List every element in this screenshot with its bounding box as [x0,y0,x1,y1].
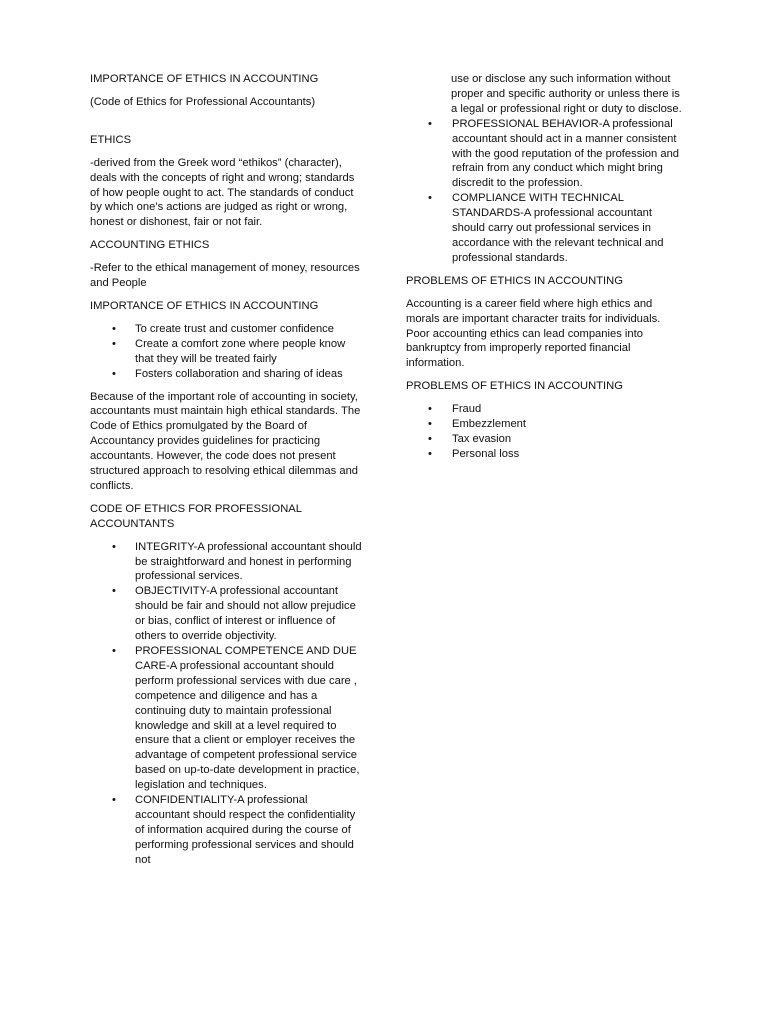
list-item: • Personal loss [406,447,682,462]
list-item: • Tax evasion [406,432,682,447]
list-item: • Embezzlement [406,417,682,432]
list-item: • Create a comfort zone where people know that they will be treated fairly [90,337,365,367]
code-heading: CODE OF ETHICS FOR PROFESSIONAL ACCOUNTANTS [90,502,302,530]
list-item: • Fosters collaboration and sharing of ideas [90,367,365,382]
ethics-definition: -derived from the Greek word “ethikos” (character), deals with the concepts of right and wrong; standards of how people ought to act. The standards of conduct by which one’s actions are judged as right or wrong, honest or dishonest, fair or not fair. [90,156,355,229]
right-column [406,72,682,462]
accounting-ethics-definition: -Refer to the ethical management of money, resources and People [90,262,360,290]
importance-list [90,322,365,382]
document-title: IMPORTANCE OF ETHICS IN ACCOUNTING [90,73,319,85]
problems-paragraph: Accounting is a career field where high ethics and morals are important character traits for individuals. Poor accounting ethics can lead companies into bankruptcy from improperly reported financial information. [406,297,661,370]
code-list-continued [406,117,682,266]
list-item: • PROFESSIONAL COMPETENCE AND DUE CARE-A professional accountant should perform professional services with due care , competence and diligence and has a continuing duty to maintain professional knowledge and skill at a level required to ensure that a client or employer receives the advantage of competent professional service based on up-to-date development in practice, legislation and techniques. [90,644,365,793]
list-item: • To create trust and customer confidence [90,322,365,337]
ethics-heading: ETHICS [90,133,132,146]
list-item: • Fraud [406,402,682,417]
document-subtitle: (Code of Ethics for Professional Accountants) [90,95,316,108]
list-item: • PROFESSIONAL BEHAVIOR-A professional accountant should act in a manner consistent with the good reputation of the profession and refrain from any conduct which might bring discredit to the profession. [406,117,682,192]
problems-heading-2: PROBLEMS OF ETHICS IN ACCOUNTING [406,380,623,393]
list-item: • INTEGRITY-A professional accountant should be straightforward and honest in performing professional services. [90,540,365,585]
problems-heading: PROBLEMS OF ETHICS IN ACCOUNTING [406,274,623,287]
code-list [90,540,365,868]
role-paragraph: Because of the important role of accounting in society, accountants must maintain high ethical standards. The Code of Ethics promulgated by the Board of Accountancy provides guidelines for practicing accountants. However, the code does not present structured approach to resolving ethical dilemmas and conflicts. [90,390,361,492]
left-column [90,72,365,868]
problems-list [406,402,682,462]
list-item: • OBJECTIVITY-A professional accountant should be fair and should not allow prejudice or bias, conflict of interest or influence of others to override objectivity. [90,584,365,644]
confidentiality-continued: use or disclose any such information without proper and specific authority or unless there is a legal or professional right or duty to disclose. [451,73,682,115]
list-item: • COMPLIANCE WITH TECHNICAL STANDARDS-A professional accountant should carry out professional services in accordance with the relevant technical and professional standards. [406,191,682,266]
importance-heading: IMPORTANCE OF ETHICS IN ACCOUNTING [90,299,319,312]
list-item: • CONFIDENTIALITY-A professional accountant should respect the confidentiality of information acquired during the course of performing professional services and should not [90,793,365,868]
accounting-ethics-heading: ACCOUNTING ETHICS [90,239,210,252]
